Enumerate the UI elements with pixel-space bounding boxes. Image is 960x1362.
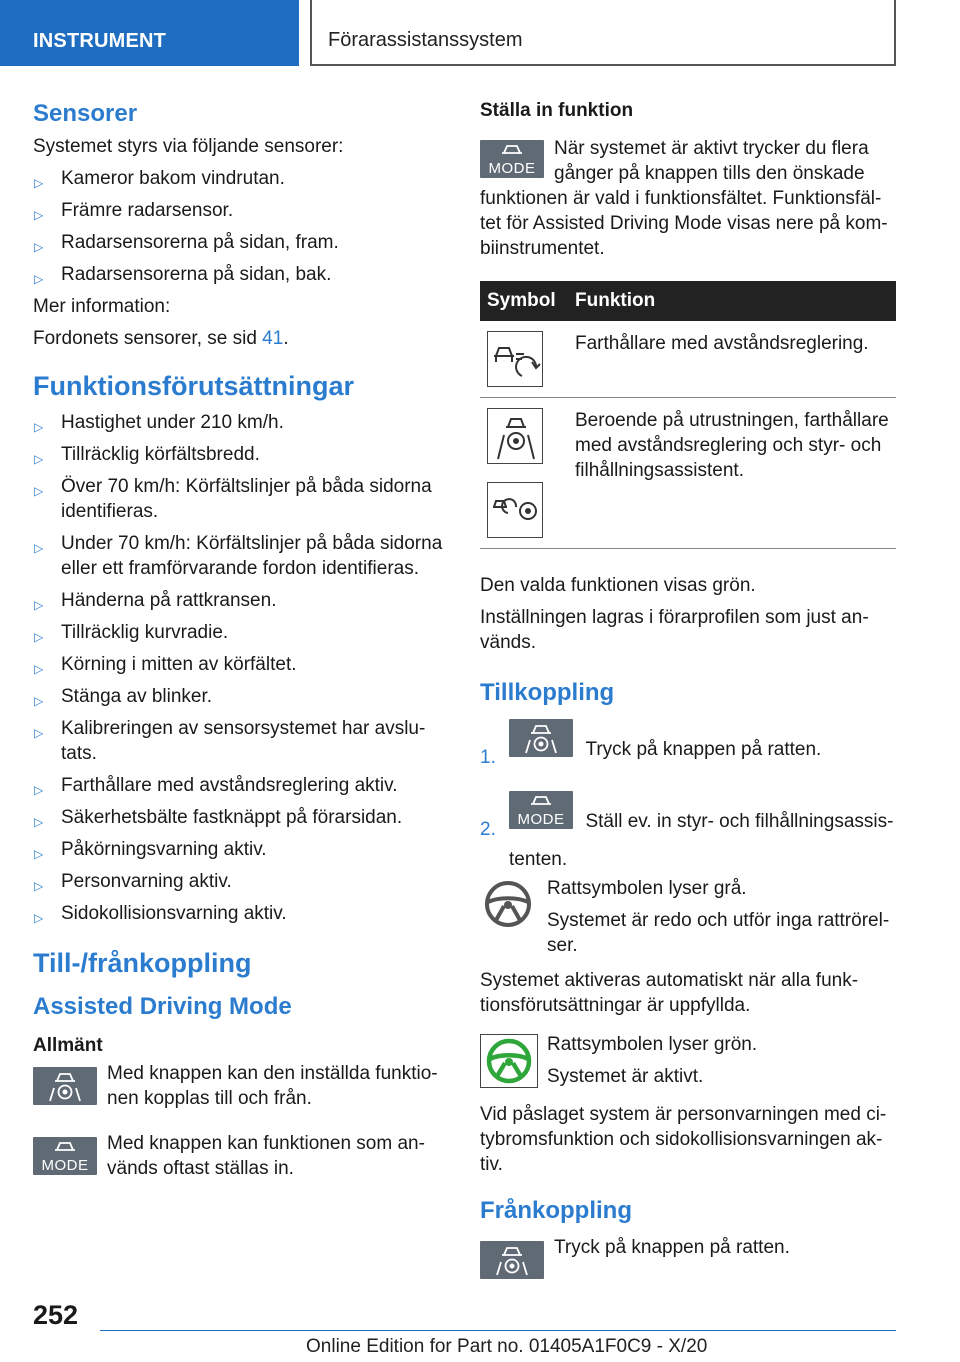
triangle-bullet-icon: ▷ — [34, 452, 44, 466]
right-column — [480, 100, 896, 1280]
left-column — [33, 100, 443, 1201]
steering-wheel-grey-icon — [482, 878, 534, 935]
saved-note: Inställningen lagras i förarprofilen som just används. — [480, 607, 869, 653]
prereq-heading: Funktionsförutsättningar — [33, 371, 354, 401]
off-heading: Frånkoppling — [480, 1197, 632, 1224]
triangle-bullet-icon: ▷ — [34, 879, 44, 893]
page-link[interactable]: 41 — [262, 328, 284, 349]
grey-status: Rattsymbolen lyser grå. Systemet är redo och utför inga rattrörelser. — [480, 876, 896, 958]
col-symbol: Symbol — [480, 281, 568, 321]
mode-button-icon: MODE — [480, 140, 544, 178]
page-number: 252 — [33, 1300, 79, 1330]
list-item: ▷ Farthållare med avståndsreglering aktiv. — [33, 773, 443, 798]
auto-activation: Systemet aktiveras automatiskt när alla funktionsförutsättningar är uppfyllda. — [480, 970, 859, 1016]
list-item: ▷ Händerna på rattkransen. — [33, 588, 443, 613]
list-item: ▷ Radarsensorerna på sidan, fram. — [33, 230, 443, 255]
col-function: Funktion — [568, 281, 896, 321]
green-status: Rattsymbolen lyser grön. Systemet är aktivt. — [480, 1032, 896, 1092]
general-para-2: MODE Med knappen kan funktionen som används oftast ställas in. — [33, 1131, 443, 1181]
triangle-bullet-icon: ▷ — [34, 484, 44, 498]
triangle-bullet-icon: ▷ — [34, 176, 44, 190]
step-1: 1. Tryck på knappen på ratten. — [480, 719, 896, 781]
off-para: Tryck på knappen på ratten. — [480, 1235, 896, 1260]
edition-footer: Online Edition for Part no. 01405A1F0C9 - X/20 — [306, 1336, 708, 1357]
chapter-title: Förarassistanssystem — [310, 0, 896, 66]
triangle-bullet-icon: ▷ — [34, 662, 44, 676]
list-item: ▷ Säkerhetsbälte fastknäppt på förarsidan. — [33, 805, 443, 830]
prereq-list — [33, 410, 443, 926]
step-number: 2. — [480, 819, 496, 840]
list-item: ▷ Tillräcklig körfältsbredd. — [33, 442, 443, 467]
on-heading: Tillkoppling — [480, 679, 615, 706]
sensor-reference: Fordonets sensorer, se sid 41. — [33, 328, 289, 349]
list-item: ▷ Hastighet under 210 km/h. — [33, 410, 443, 435]
sensors-intro: Systemet styrs via följande sensorer: — [33, 136, 344, 157]
set-para: MODE När systemet är aktivt trycker du flera gånger på knappen tills den önskade funktionen är vald i funktionsfältet. Funktionsfältet för Assisted Driving Mode visas nere på kombiinstrumentet. — [480, 138, 888, 259]
list-item: ▷ Främre radarsensor. — [33, 198, 443, 223]
function-cell: Beroende på utrustningen, farthållare med avståndsreglering och styr- och filhållningsassistent. — [568, 398, 896, 549]
triangle-bullet-icon: ▷ — [34, 911, 44, 925]
list-item: ▷ Under 70 km/h: Körfältslinjer på båda sidorna eller ett framförvarande fordon identifieras. — [34, 533, 443, 579]
list-item: ▷ Personvarning aktiv. — [33, 869, 443, 894]
list-item: ▷ Radarsensorerna på sidan, bak. — [33, 262, 443, 287]
cruise-steering-assist-icon — [487, 482, 543, 538]
triangle-bullet-icon: ▷ — [34, 694, 44, 708]
general-heading: Allmänt — [33, 1035, 103, 1056]
table-row — [480, 398, 896, 549]
step-2: 2. MODE Ställ ev. in styr- och filhållningsassistenten. — [480, 791, 896, 854]
shown-green: Den valda funktionen visas grön. — [480, 575, 756, 596]
adm-heading: Assisted Driving Mode — [33, 993, 292, 1020]
sensors-list — [33, 166, 443, 287]
triangle-bullet-icon: ▷ — [34, 240, 44, 254]
list-item: ▷ Tillräcklig kurvradie. — [33, 620, 443, 645]
list-item: ▷ Stänga av blinker. — [33, 684, 443, 709]
assist-button-icon — [509, 719, 573, 757]
triangle-bullet-icon: ▷ — [34, 783, 44, 797]
steering-wheel-green-icon — [480, 1034, 538, 1088]
onoff-heading: Till-/frånkoppling — [33, 948, 252, 978]
list-item: ▷ Kameror bakom vindrutan. — [33, 166, 443, 191]
step-number: 1. — [480, 747, 496, 768]
triangle-bullet-icon: ▷ — [34, 208, 44, 222]
assist-button-icon — [480, 1241, 544, 1279]
mode-button-icon: MODE — [33, 1137, 97, 1175]
general-para-1: Med knappen kan den inställda funktionen kopplas till och från. — [33, 1061, 443, 1111]
list-item: ▷ Körning i mitten av körfältet. — [33, 652, 443, 677]
triangle-bullet-icon: ▷ — [34, 726, 44, 740]
set-heading: Ställa in funktion — [480, 100, 634, 121]
triangle-bullet-icon: ▷ — [34, 815, 44, 829]
function-cell: Farthållare med avståndsreglering. — [568, 321, 896, 398]
cruise-control-distance-icon — [487, 331, 543, 387]
mode-button-icon: MODE — [509, 791, 573, 829]
triangle-bullet-icon: ▷ — [34, 420, 44, 434]
triangle-bullet-icon: ▷ — [34, 847, 44, 861]
assist-button-icon — [33, 1067, 97, 1105]
more-info: Mer information: — [33, 296, 171, 317]
function-table — [480, 281, 896, 549]
triangle-bullet-icon: ▷ — [34, 272, 44, 286]
steering-assist-icon — [487, 408, 543, 464]
list-item: ▷ Sidokollisionsvarning aktiv. — [33, 901, 443, 926]
footer-divider — [100, 1330, 896, 1331]
triangle-bullet-icon: ▷ — [34, 541, 44, 555]
list-item: ▷ Kalibreringen av sensorsystemet har avslutats. — [34, 718, 426, 764]
table-row — [480, 321, 896, 398]
sensors-heading: Sensorer — [33, 100, 138, 127]
list-item: ▷ Påkörningsvarning aktiv. — [33, 837, 443, 862]
section-tab: INSTRUMENT — [0, 0, 299, 66]
warning-note: Vid påslaget system är personvarningen med citybromsfunktion och sidokollisionsvarningen aktiv. — [480, 1104, 887, 1175]
triangle-bullet-icon: ▷ — [34, 630, 44, 644]
triangle-bullet-icon: ▷ — [34, 598, 44, 612]
list-item: ▷ Över 70 km/h: Körfältslinjer på båda sidorna identifieras. — [34, 476, 432, 522]
